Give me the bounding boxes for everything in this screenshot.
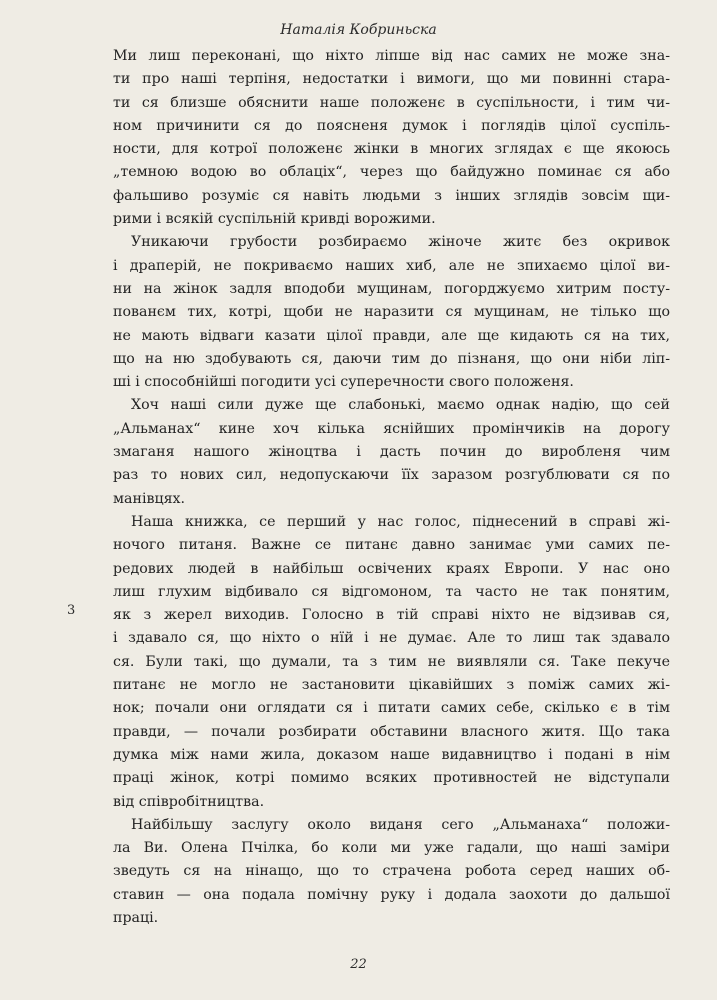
text-line: Хоч наші сили дуже ще слабонькі, маємо однак надію, що сей <box>131 397 670 414</box>
text-line: нок; почали они оглядати ся і питати самих себе, скілько є в тім <box>113 700 670 717</box>
text-line: думка між нами жила, доказом наше видавництво і подані в нім <box>113 746 670 763</box>
text-line: Уникаючи грубости розбираємо жіноче житє без окривок <box>131 234 670 251</box>
text-line: манівцях. <box>113 490 186 507</box>
text-line: ся. Були такі, що думали, та з тим не виявляли ся. Таке пекуче <box>113 653 670 670</box>
text-line: ти ся близше обяснити наше положенє в суспільности, і тим чи- <box>113 94 670 111</box>
text-line: змаганя нашого жіноцтва і дасть почин до виробленя чим <box>113 444 670 461</box>
text-line: праці. <box>113 909 159 926</box>
paragraph <box>113 511 670 814</box>
text-line: правди, — почали розбирати обставини власного житя. Що така <box>113 723 670 740</box>
text-line: ші і способнійші погодити усі суперечности свого положеня. <box>113 374 574 391</box>
text-line: що на ню здобувають ся, даючи тим до пізнаня, що они ніби ліп- <box>113 350 670 367</box>
text-line: ночого питаня. Важне се питанє давно занимає уми самих пе- <box>113 537 670 554</box>
text-line: лиш глухим відбивало ся відгомоном, та часто не так понятим, <box>113 583 670 600</box>
text-line: праці жінок, котрі помимо всяких противностей не відступали <box>113 770 670 787</box>
paragraph <box>113 814 670 930</box>
text-line: Найбільшу заслугу около виданя сего „Альманаха“ положи- <box>131 816 670 833</box>
text-line: як з жерел виходив. Голосно в тій справі ніхто не відзивав ся, <box>113 607 670 624</box>
text-line: від співробітництва. <box>113 793 265 810</box>
text-line: раз то нових сил, недопускаючи їїх заразом розгублювати ся по <box>113 467 670 484</box>
text-line: і здавало ся, що ніхто о нїй і не думає. Але то лиш так здавало <box>113 630 670 647</box>
text-line: „Альманах“ кине хоч кілька яснійших промінчиків на дорогу <box>113 420 670 437</box>
text-line: Ми лиш переконані, що ніхто ліпше від нас самих не може зна- <box>113 48 670 64</box>
text-line: редових людей в найбільш освічених краях Европи. У нас оно <box>113 560 670 577</box>
text-line: ни на жінок задля вподоби мущинам, погорджуємо хитрим посту- <box>113 280 670 297</box>
text-line: Наша книжка, се перший у нас голос, піднесений в справі жі- <box>131 513 670 530</box>
text-line: рими і всякій суспільній кривді ворожими. <box>113 211 436 228</box>
body-text <box>113 45 670 930</box>
text-line: зведуть ся на нінащо, що то страчена робота серед наших об- <box>113 863 670 880</box>
text-line: ном причинити ся до поясненя думок і поглядів цілої суспіль- <box>113 117 670 134</box>
page-number: 22 <box>350 957 367 972</box>
paragraph <box>113 231 670 394</box>
text-line: не мають відваги казати цілої правди, але ще кидають ся на тих, <box>113 327 670 344</box>
text-line: ставин — она подала помічну руку і додала заохоти до дальшої <box>113 886 670 903</box>
margin-note-number: 3 <box>67 603 76 618</box>
running-head: Наталія Кобриньска <box>280 22 437 38</box>
text-line: фальшиво розуміє ся навіть людьми з інших зглядів зовсім щи- <box>113 187 670 204</box>
text-line: ти про наші терпіня, недостатки і вимоги, що ми повинні старa- <box>113 71 670 88</box>
text-line: „темною водою во облаціх“, через що байдужно поминає ся або <box>113 164 670 181</box>
text-line: і драперій, не покриваємо наших хиб, але не зпихаємо цілої ви- <box>113 257 670 274</box>
text-line: пованєм тих, котрі, щоби не наразити ся мущинам, не тілько що <box>113 304 670 321</box>
text-line: ла Ви. Олена Пчілка, бо коли ми уже гадали, що наші заміри <box>113 840 670 857</box>
text-line: ности, для котрої положенє жінки в многих зглядах є ще якоюсь <box>113 141 670 158</box>
text-line: питанє не могло не застановити цікавійших з поміж самих жі- <box>113 677 670 694</box>
paragraph <box>113 45 670 231</box>
paragraph <box>113 394 670 510</box>
